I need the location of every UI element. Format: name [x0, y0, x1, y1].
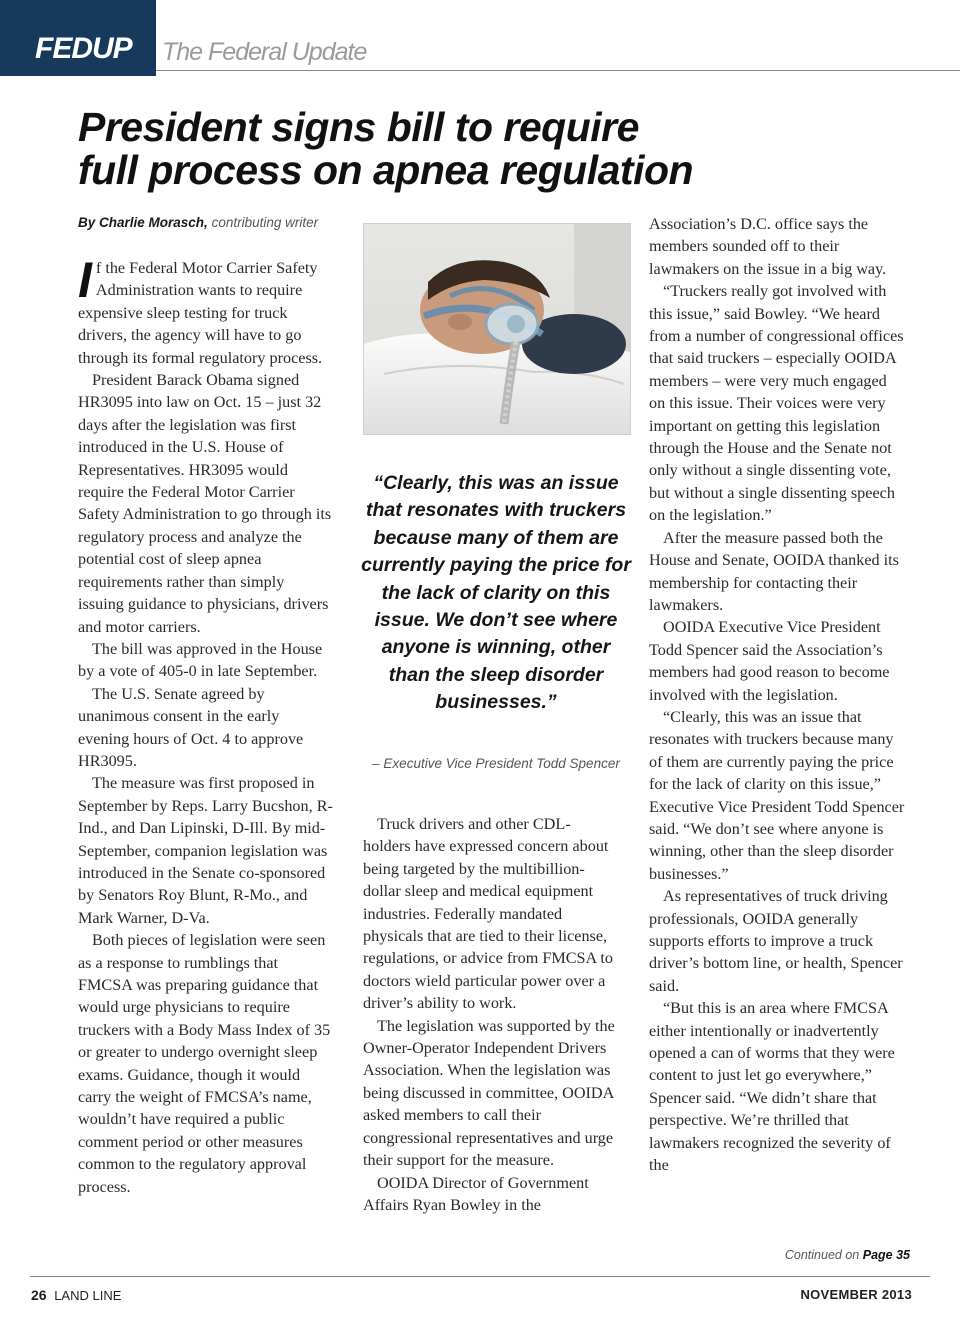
paragraph: President Barack Obama signed HR3095 into law on Oct. 15 – just 32 days after the legislation was first introduced in the U.S. House of Representatives. HR3095 would require the Federal Motor Carrier Safety Administration to go through its regulatory process and analyze the potential cost of sleep apnea requirements rather than simply issuing guidance to physicians, drivers and motor carriers.: [78, 371, 332, 636]
man-sleeping-with-cpap-mask-image: [364, 224, 630, 434]
article-column-1: [78, 252, 334, 1198]
paragraph: “Clearly, this was an issue that resonates with truckers because many of them are currently paying the price for the lack of clarity on this issue,” Executive Vice President Todd Spencer said. “We don’t see where anyone is winning, other than the sleep disorder businesses.”: [649, 707, 905, 883]
paragraph: The legislation was supported by the Owner-Operator Independent Drivers Association. When the legislation was being discussed in committee, OOIDA asked members to call their congressional representatives and urge their support for the measure.: [363, 1016, 615, 1170]
page-number: 26: [31, 1287, 47, 1303]
footer-divider: [30, 1276, 930, 1277]
article-column-3: [649, 213, 905, 1176]
headline-line-1: President signs bill to require: [78, 104, 639, 150]
publication-name: LAND LINE: [54, 1288, 122, 1303]
paragraph: “But this is an area where FMCSA either intentionally or inadvertently opened a can of worms that they were content to just let go everywhere,” Spencer said. “We didn’t share that perspective. We’re thrilled that lawmakers recognized the severity of the: [649, 999, 895, 1175]
paragraph: As representatives of truck driving professionals, OOIDA generally supports efforts to improve a truck driver’s bottom line, or health, Spencer said.: [649, 887, 903, 995]
pull-quote: “Clearly, this was an issue that resonates with truckers because many of them are currently paying the price for the lack of clarity on this issue. We don’t see where anyone is winning, other than the sleep disorder businesses.”: [361, 472, 631, 714]
byline-role: contributing writer: [211, 215, 319, 230]
article-headline: [78, 106, 918, 192]
headline-line-2: full process on apnea regulation: [78, 147, 694, 193]
continued-page-link: Page 35: [862, 1248, 910, 1262]
paragraph: The U.S. Senate agreed by unanimous consent in the early evening hours of Oct. 4 to approve HR3095.: [78, 684, 304, 770]
byline-author: By Charlie Morasch,: [78, 215, 208, 230]
article-column-2: [363, 813, 617, 1216]
drop-cap: I: [78, 252, 92, 308]
paragraph: The bill was approved in the House by a vote of 405-0 in late September.: [78, 639, 323, 681]
paragraph: The measure was first proposed in September by Reps. Larry Bucshon, R-Ind., and Dan Lipinski, D-Ill. By mid-September, companion legislation was introduced in the Senate co-sponsored by Senators Roy Blunt, R-Mo., and Mark Warner, D-Va.: [78, 774, 333, 927]
pull-quote-attribution: – Executive Vice President Todd Spencer: [372, 756, 620, 771]
paragraph: Truck drivers and other CDL-holders have expressed concern about being targeted by the multibillion-dollar sleep and medical equipment industries. Federally mandated physicals that are tied to their license, regulations, or advice from FMCSA to doctors wield particular power over a driver’s ability to work.: [363, 815, 613, 1013]
continued-on-note: [785, 1248, 910, 1262]
paragraph: After the measure passed both the House and Senate, OOIDA thanked its membership for contacting their lawmakers.: [649, 528, 899, 614]
paragraph: OOIDA Director of Government Affairs Ryan Bowley in the: [363, 1173, 589, 1214]
fedup-logo: FEDUP: [35, 32, 132, 65]
section-tagline: The Federal Update: [162, 38, 367, 66]
page-footer-left: [31, 1287, 121, 1303]
continued-prefix: Continued on: [784, 1248, 860, 1262]
header-divider: [156, 70, 960, 71]
cpap-mask-photo: [363, 223, 631, 435]
byline: [78, 215, 318, 230]
paragraph: “Truckers really got involved with this issue,” said Bowley. “We heard from a number of congressional offices that said truckers – especially OOIDA members – were very much engaged on this issue. Their voices were very important on getting this legislation through the House and the Senate not only without a single dissenting vote, but without a single dissenting speech on the legislation.”: [649, 282, 904, 525]
paragraph: Association’s D.C. office says the members sounded off to their lawmakers on the issue in a big way.: [649, 215, 887, 278]
paragraph: If the Federal Motor Carrier Safety Administration wants to require expensive sleep testing for truck drivers, the agency will have to go through its formal regulatory process.: [78, 252, 323, 367]
paragraph: Both pieces of legislation were seen as a response to rumblings that FMCSA was preparing guidance that would urge physicians to require truckers with a Body Mass Index of 35 or greater to undergo overnight sleep exams. Guidance, though it would carry the weight of FMCSA’s name, wouldn’t have required a public comment period or other measures common to the regulatory approval process.: [78, 931, 331, 1196]
issue-date: NOVEMBER 2013: [800, 1287, 912, 1302]
paragraph: OOIDA Executive Vice President Todd Spencer said the Association’s members had good reason to become involved with the legislation.: [649, 618, 890, 704]
